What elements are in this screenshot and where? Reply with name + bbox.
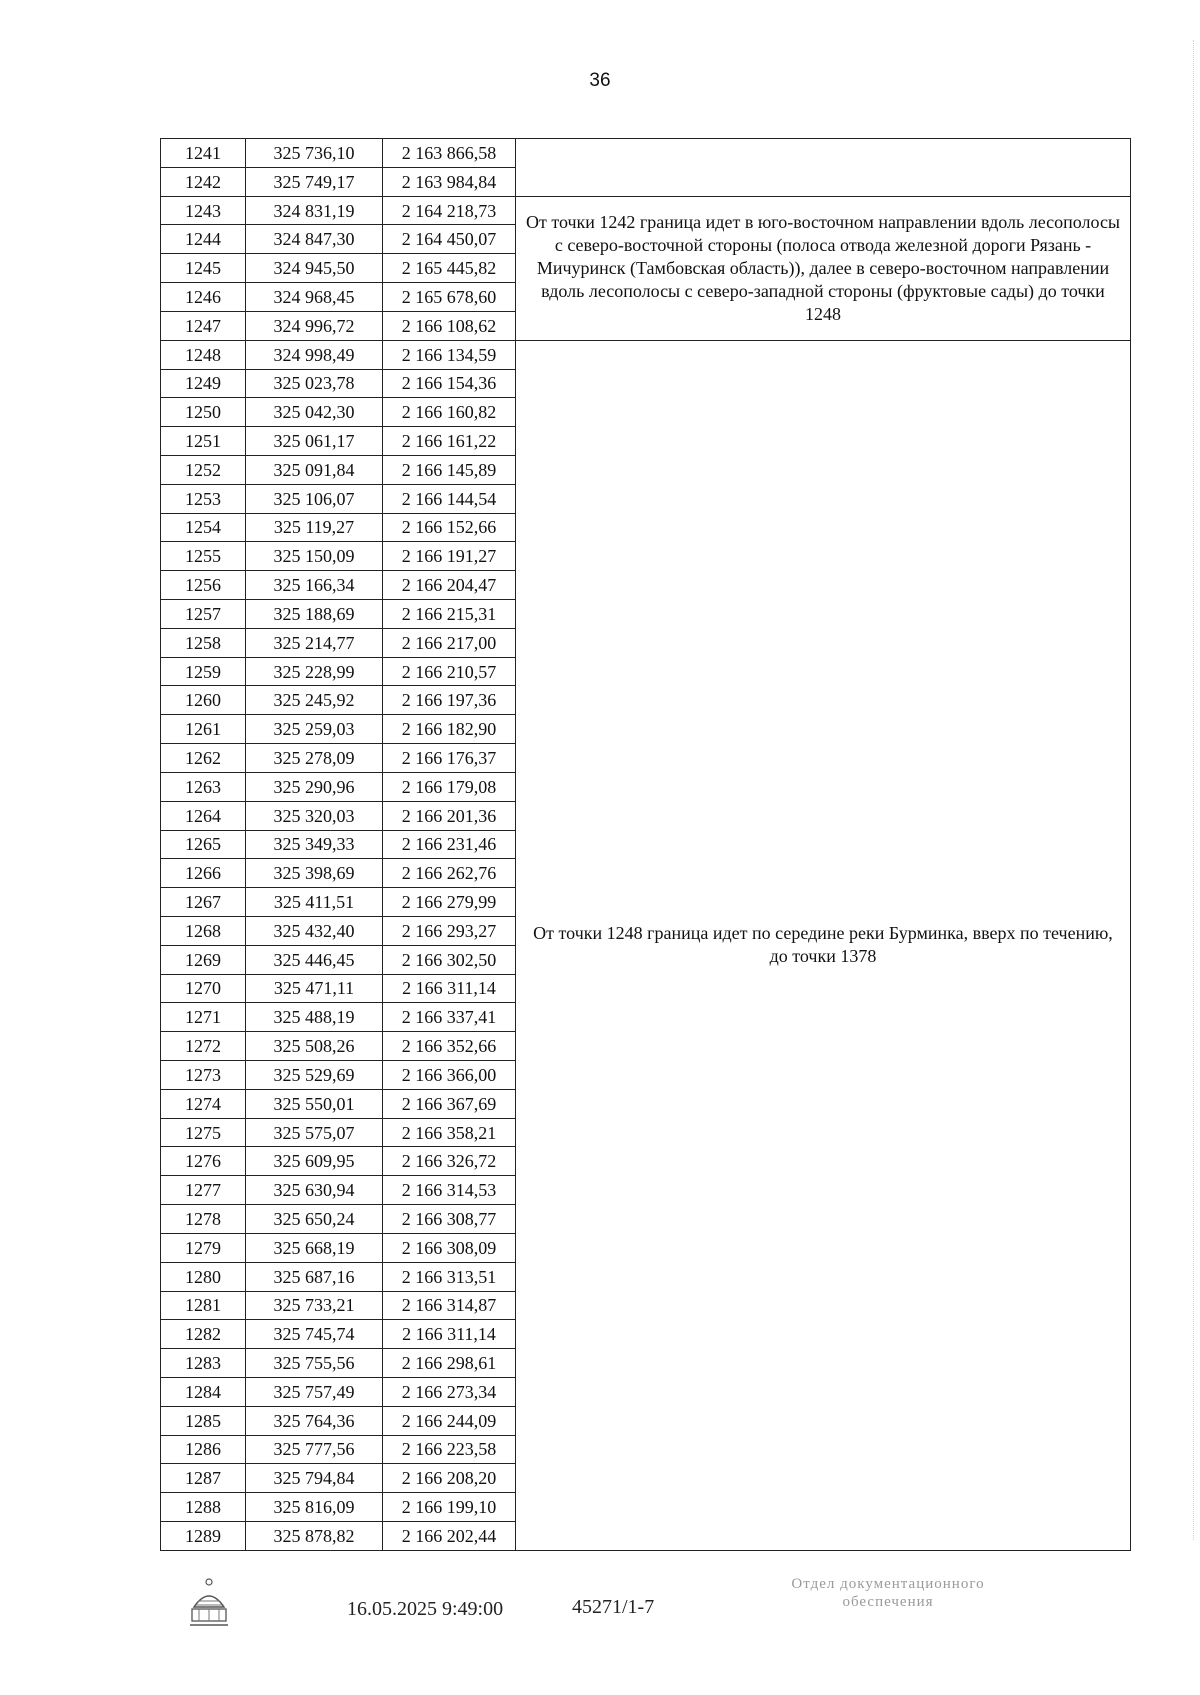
y-coordinate-cell: 2 166 314,87 (383, 1291, 516, 1320)
x-coordinate-cell: 325 259,03 (246, 715, 383, 744)
point-number-cell: 1275 (161, 1118, 246, 1147)
x-coordinate-cell: 325 668,19 (246, 1233, 383, 1262)
x-coordinate-cell: 325 630,94 (246, 1176, 383, 1205)
x-coordinate-cell: 324 847,30 (246, 225, 383, 254)
point-number-cell: 1253 (161, 484, 246, 513)
point-number-cell: 1265 (161, 830, 246, 859)
page-number: 36 (589, 70, 611, 91)
point-number-cell: 1273 (161, 1061, 246, 1090)
y-coordinate-cell: 2 164 450,07 (383, 225, 516, 254)
x-coordinate-cell: 325 214,77 (246, 628, 383, 657)
x-coordinate-cell: 324 998,49 (246, 340, 383, 369)
y-coordinate-cell: 2 166 308,77 (383, 1205, 516, 1234)
x-coordinate-cell: 325 471,11 (246, 974, 383, 1003)
x-coordinate-cell: 325 042,30 (246, 398, 383, 427)
x-coordinate-cell: 324 945,50 (246, 254, 383, 283)
footer-department-stamp (748, 1575, 1028, 1611)
point-number-cell: 1241 (161, 139, 246, 168)
y-coordinate-cell: 2 165 678,60 (383, 283, 516, 312)
y-coordinate-cell: 2 166 293,27 (383, 916, 516, 945)
point-number-cell: 1246 (161, 283, 246, 312)
x-coordinate-cell: 325 150,09 (246, 542, 383, 571)
point-number-cell: 1252 (161, 455, 246, 484)
y-coordinate-cell: 2 166 244,09 (383, 1406, 516, 1435)
point-number-cell: 1271 (161, 1003, 246, 1032)
point-number-cell: 1244 (161, 225, 246, 254)
table-row (161, 340, 1131, 369)
point-number-cell: 1268 (161, 916, 246, 945)
x-coordinate-cell: 325 816,09 (246, 1493, 383, 1522)
coordinates-table (160, 138, 1131, 1551)
point-number-cell: 1266 (161, 859, 246, 888)
y-coordinate-cell: 2 166 191,27 (383, 542, 516, 571)
point-number-cell: 1249 (161, 369, 246, 398)
point-number-cell: 1278 (161, 1205, 246, 1234)
y-coordinate-cell: 2 166 262,76 (383, 859, 516, 888)
x-coordinate-cell: 325 755,56 (246, 1349, 383, 1378)
y-coordinate-cell: 2 166 279,99 (383, 888, 516, 917)
y-coordinate-cell: 2 166 152,66 (383, 513, 516, 542)
point-number-cell: 1281 (161, 1291, 246, 1320)
point-number-cell: 1287 (161, 1464, 246, 1493)
point-number-cell: 1267 (161, 888, 246, 917)
x-coordinate-cell: 325 446,45 (246, 945, 383, 974)
point-number-cell: 1243 (161, 196, 246, 225)
y-coordinate-cell: 2 166 302,50 (383, 945, 516, 974)
y-coordinate-cell: 2 163 866,58 (383, 139, 516, 168)
point-number-cell: 1257 (161, 600, 246, 629)
x-coordinate-cell: 325 061,17 (246, 427, 383, 456)
x-coordinate-cell: 325 245,92 (246, 686, 383, 715)
x-coordinate-cell: 325 529,69 (246, 1061, 383, 1090)
point-number-cell: 1261 (161, 715, 246, 744)
y-coordinate-cell: 2 163 984,84 (383, 167, 516, 196)
y-coordinate-cell: 2 166 223,58 (383, 1435, 516, 1464)
footer-date: 16.05.2025 9:49:00 (347, 1598, 504, 1620)
x-coordinate-cell: 325 745,74 (246, 1320, 383, 1349)
y-coordinate-cell: 2 166 199,10 (383, 1493, 516, 1522)
x-coordinate-cell: 325 411,51 (246, 888, 383, 917)
x-coordinate-cell: 325 609,95 (246, 1147, 383, 1176)
x-coordinate-cell: 324 996,72 (246, 311, 383, 340)
y-coordinate-cell: 2 166 337,41 (383, 1003, 516, 1032)
boundary-description-cell (516, 139, 1131, 197)
y-coordinate-cell: 2 166 108,62 (383, 311, 516, 340)
point-number-cell: 1263 (161, 772, 246, 801)
table-row (161, 196, 1131, 225)
point-number-cell: 1277 (161, 1176, 246, 1205)
y-coordinate-cell: 2 166 176,37 (383, 744, 516, 773)
x-coordinate-cell: 325 349,33 (246, 830, 383, 859)
y-coordinate-cell: 2 166 154,36 (383, 369, 516, 398)
x-coordinate-cell: 325 290,96 (246, 772, 383, 801)
point-number-cell: 1285 (161, 1406, 246, 1435)
point-number-cell: 1276 (161, 1147, 246, 1176)
x-coordinate-cell: 325 106,07 (246, 484, 383, 513)
y-coordinate-cell: 2 164 218,73 (383, 196, 516, 225)
y-coordinate-cell: 2 166 215,31 (383, 600, 516, 629)
point-number-cell: 1258 (161, 628, 246, 657)
point-number-cell: 1280 (161, 1262, 246, 1291)
point-number-cell: 1262 (161, 744, 246, 773)
x-coordinate-cell: 325 777,56 (246, 1435, 383, 1464)
x-coordinate-cell: 325 320,03 (246, 801, 383, 830)
x-coordinate-cell: 325 508,26 (246, 1032, 383, 1061)
point-number-cell: 1245 (161, 254, 246, 283)
x-coordinate-cell: 325 550,01 (246, 1089, 383, 1118)
footer-document-number: 45271/1-7 (572, 1596, 655, 1618)
department-line-1: Отдел документационного (791, 1576, 985, 1592)
emblem-icon (188, 1577, 230, 1629)
point-number-cell: 1274 (161, 1089, 246, 1118)
y-coordinate-cell: 2 166 367,69 (383, 1089, 516, 1118)
point-number-cell: 1282 (161, 1320, 246, 1349)
x-coordinate-cell: 325 023,78 (246, 369, 383, 398)
y-coordinate-cell: 2 166 208,20 (383, 1464, 516, 1493)
point-number-cell: 1269 (161, 945, 246, 974)
point-number-cell: 1247 (161, 311, 246, 340)
x-coordinate-cell: 325 757,49 (246, 1377, 383, 1406)
y-coordinate-cell: 2 166 358,21 (383, 1118, 516, 1147)
point-number-cell: 1289 (161, 1522, 246, 1551)
x-coordinate-cell: 324 968,45 (246, 283, 383, 312)
y-coordinate-cell: 2 166 311,14 (383, 974, 516, 1003)
y-coordinate-cell: 2 166 352,66 (383, 1032, 516, 1061)
y-coordinate-cell: 2 166 197,36 (383, 686, 516, 715)
x-coordinate-cell: 325 687,16 (246, 1262, 383, 1291)
y-coordinate-cell: 2 165 445,82 (383, 254, 516, 283)
point-number-cell: 1248 (161, 340, 246, 369)
y-coordinate-cell: 2 166 313,51 (383, 1262, 516, 1291)
point-number-cell: 1260 (161, 686, 246, 715)
boundary-description-cell: От точки 1248 граница идет по середине реки Бурминка, вверх по течению, до точки 1378 (516, 340, 1131, 1550)
x-coordinate-cell: 325 278,09 (246, 744, 383, 773)
point-number-cell: 1242 (161, 167, 246, 196)
x-coordinate-cell: 325 764,36 (246, 1406, 383, 1435)
y-coordinate-cell: 2 166 314,53 (383, 1176, 516, 1205)
y-coordinate-cell: 2 166 134,59 (383, 340, 516, 369)
x-coordinate-cell: 325 488,19 (246, 1003, 383, 1032)
y-coordinate-cell: 2 166 161,22 (383, 427, 516, 456)
point-number-cell: 1255 (161, 542, 246, 571)
y-coordinate-cell: 2 166 201,36 (383, 801, 516, 830)
point-number-cell: 1256 (161, 571, 246, 600)
x-coordinate-cell: 325 878,82 (246, 1522, 383, 1551)
scan-margin-artifact (1187, 40, 1194, 1540)
y-coordinate-cell: 2 166 144,54 (383, 484, 516, 513)
y-coordinate-cell: 2 166 298,61 (383, 1349, 516, 1378)
x-coordinate-cell: 325 188,69 (246, 600, 383, 629)
point-number-cell: 1272 (161, 1032, 246, 1061)
y-coordinate-cell: 2 166 182,90 (383, 715, 516, 744)
x-coordinate-cell: 325 166,34 (246, 571, 383, 600)
x-coordinate-cell: 324 831,19 (246, 196, 383, 225)
point-number-cell: 1250 (161, 398, 246, 427)
x-coordinate-cell: 325 733,21 (246, 1291, 383, 1320)
y-coordinate-cell: 2 166 308,09 (383, 1233, 516, 1262)
y-coordinate-cell: 2 166 210,57 (383, 657, 516, 686)
y-coordinate-cell: 2 166 179,08 (383, 772, 516, 801)
y-coordinate-cell: 2 166 202,44 (383, 1522, 516, 1551)
x-coordinate-cell: 325 228,99 (246, 657, 383, 686)
point-number-cell: 1286 (161, 1435, 246, 1464)
x-coordinate-cell: 325 650,24 (246, 1205, 383, 1234)
point-number-cell: 1251 (161, 427, 246, 456)
point-number-cell: 1254 (161, 513, 246, 542)
y-coordinate-cell: 2 166 311,14 (383, 1320, 516, 1349)
y-coordinate-cell: 2 166 204,47 (383, 571, 516, 600)
department-line-2: обеспечения (842, 1594, 934, 1610)
y-coordinate-cell: 2 166 366,00 (383, 1061, 516, 1090)
y-coordinate-cell: 2 166 273,34 (383, 1377, 516, 1406)
point-number-cell: 1283 (161, 1349, 246, 1378)
boundary-description-cell: От точки 1242 граница идет в юго-восточном направлении вдоль лесополосы с северо-восточной стороны (полоса отвода железной дороги Рязань - Мичуринск (Тамбовская область)), далее в северо-восточном направлении вдоль лесополосы с северо-западной стороны (фруктовые сады) до точки 1248 (516, 196, 1131, 340)
y-coordinate-cell: 2 166 231,46 (383, 830, 516, 859)
point-number-cell: 1279 (161, 1233, 246, 1262)
y-coordinate-cell: 2 166 145,89 (383, 455, 516, 484)
x-coordinate-cell: 325 749,17 (246, 167, 383, 196)
point-number-cell: 1264 (161, 801, 246, 830)
table-row (161, 139, 1131, 168)
x-coordinate-cell: 325 398,69 (246, 859, 383, 888)
point-number-cell: 1259 (161, 657, 246, 686)
y-coordinate-cell: 2 166 326,72 (383, 1147, 516, 1176)
x-coordinate-cell: 325 575,07 (246, 1118, 383, 1147)
x-coordinate-cell: 325 736,10 (246, 139, 383, 168)
point-number-cell: 1284 (161, 1377, 246, 1406)
y-coordinate-cell: 2 166 217,00 (383, 628, 516, 657)
y-coordinate-cell: 2 166 160,82 (383, 398, 516, 427)
point-number-cell: 1288 (161, 1493, 246, 1522)
point-number-cell: 1270 (161, 974, 246, 1003)
x-coordinate-cell: 325 794,84 (246, 1464, 383, 1493)
x-coordinate-cell: 325 091,84 (246, 455, 383, 484)
x-coordinate-cell: 325 432,40 (246, 916, 383, 945)
x-coordinate-cell: 325 119,27 (246, 513, 383, 542)
